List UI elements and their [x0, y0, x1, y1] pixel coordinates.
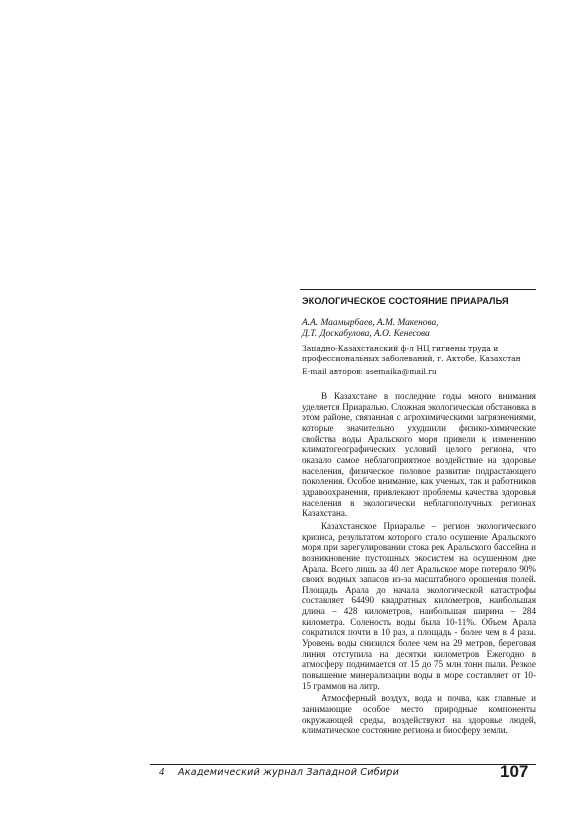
authors: [302, 318, 538, 340]
body-paragraph: В Казахстане в последние годы много внимания уделяется Приаралью. Сложная экологическая обстановка в этом районе, связанная с агрохимическими загрязнениями, которые значительно ухудшили физико-химические свойства воды Аральского моря привели к изменению климатогеографических условий целого региона, что оказало самое неблагоприятное воздействие на здоровье населения, физическое половое развитие подрастающего поколения. Особое внимание, как ученых, так и работников здравоохранения, привлекают проблемы качества здоровья населения в экологически неблагополучных регионах Казахстана.: [302, 391, 536, 519]
issue-number: 4: [159, 767, 165, 778]
body-paragraph: Атмосферный воздух, вода и почва, как главные и занимающие особое место природные компоненты окружающей среды, воздействуют на здоровье людей, климатическое состояние региона и биосферу земли.: [302, 693, 536, 736]
title-rule: [300, 289, 536, 290]
footer-rule: [150, 764, 536, 765]
authors-line: Д.Т. Доскабулова, А.О. Кенесова: [302, 329, 430, 339]
journal-name: Академический журнал Западной Сибири: [178, 767, 399, 778]
author-email: E-mail авторов: asemaika@mail.ru: [302, 367, 437, 376]
authors-line: А.А. Маамырбаев, А.М. Макенова,: [302, 318, 439, 328]
affiliation-line: профессиональных заболеваний, г. Актобе, Казахстан: [302, 354, 521, 364]
article-title: ЭКОЛОГИЧЕСКОЕ СОСТОЯНИЕ ПРИАРАЛЬЯ: [302, 296, 509, 306]
page-number: 107: [500, 762, 529, 781]
affiliation-line: Западно-Казахстанский ф-л НЦ гигиены труда и: [302, 344, 499, 353]
body-paragraph: Казахстанское Приаралье – регион экологического кризиса, результатом которого стало осушение Аральского моря при зарегулировании стока рек Аральского бассейна и возникновение пустошных экосистем на осушенном дне Арала. Всего лишь за 40 лет Аральское море потеряло 90% своих водных запасов из-за масштабного орошения полей. Площадь Арала до начала экологической катастрофы составляет 64490 квадратных километров, наибольшая длина – 428 километров, наибольшая ширина – 284 километра. Соленость воды была 10-11%. Объем Арала сократился почти в 10 раз, а площадь - более чем в 4 раза. Уровень воды снизился более чем на 29 метров, береговая линия отступила на десятки километров Ежегодно в атмосферу поднимается от 15 до 75 млн тонн пыли. Резкое повышение минерализации воды в море составляет от 10-15 граммов на литр.: [302, 520, 536, 691]
affiliation: [302, 344, 538, 365]
article-body: [302, 391, 536, 736]
